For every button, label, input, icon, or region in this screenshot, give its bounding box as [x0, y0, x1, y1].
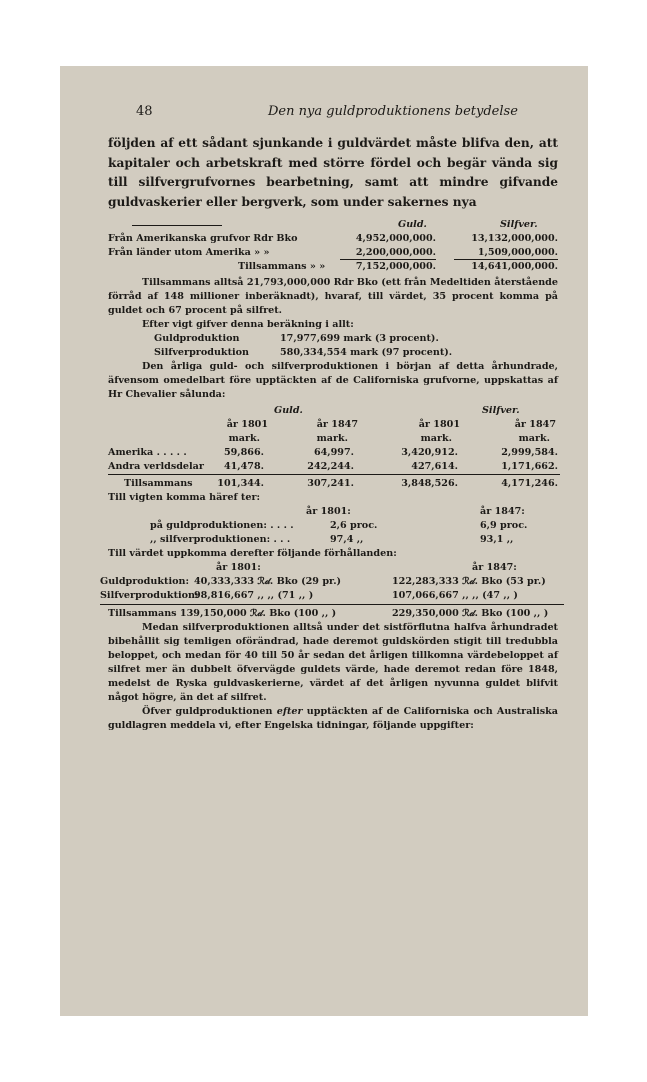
cell-a: 40,333,333 ℛ︎𝒹. Bko (29 pr.): [194, 576, 342, 588]
table-row: [108, 519, 558, 533]
value-share-year-row: [100, 561, 558, 575]
row-label: Guldproduktion:: [100, 576, 190, 588]
weight-label: Guldproduktion: [154, 333, 240, 345]
paragraph-comparison: Medan silfverproduktionen alltså under det sistförflutna halfva århundradet bibehållit sig temligen oförändrad, hade deremot guldskörden stigit till tredubbla beloppet, och medan för 40 till 50 år sedan det årligen tillkomna värdebeloppet af silfret mer än dubbelt öfvervägde guldets värde, hade deremot redan före 1848, medelst de Ryska guldvaskerierne, värdet af det årligen nyvunna guldet blifvit något högre, än det af silfret.: [108, 622, 558, 704]
table-row: [108, 232, 558, 246]
table2-unit-row: [108, 432, 558, 446]
weight-value: 580,334,554 mark (97 procent).: [280, 347, 453, 359]
weight-value: 17,977,699 mark (3 procent).: [280, 333, 439, 345]
body-text-block: [108, 276, 558, 402]
paragraph-chevalier: Den årliga guld- och silfverproduktionen i början af detta århundrade, äfvensom omedelbart före upptäckten af de Californiska grufvorne, uppskattas af Hr Chevalier sålunda:: [108, 361, 558, 401]
table-total-row: [100, 607, 558, 621]
cell-b: 107,066,667 ,, ,, (47 ,, ): [392, 590, 518, 602]
cell-silfver: 1,509,000,000.: [477, 247, 558, 259]
table-total-row: [108, 477, 558, 491]
weight-share-block: [108, 491, 558, 547]
cell-b: 6,9 proc.: [480, 520, 528, 532]
cell: 101,344.: [217, 478, 264, 490]
col-guld: Guld.: [398, 219, 427, 231]
cell: 2,999,584.: [501, 447, 558, 459]
table-row: [100, 575, 558, 589]
running-title: Den nya guldproduktionens betydelse: [268, 104, 518, 119]
cell: 59,866.: [223, 447, 264, 459]
year-b: år 1847:: [472, 562, 517, 574]
year-cell: år 1847: [316, 419, 358, 431]
group-silfver: Silfver.: [482, 405, 520, 417]
paragraph-total: Tillsammans alltså 21,793,000,000 Rdr Bko (ett från Medeltiden återstående förråd af 148 millioner inberäknadt), hvaraf, till värdet, 35 procent komma på guldet och 67 procent på silfret.: [108, 277, 558, 317]
cell-a: 2,6 proc.: [330, 520, 378, 532]
row-label: på guldproduktionen: . . . .: [150, 520, 294, 532]
table-total-row: [108, 260, 558, 274]
page-header: [108, 104, 558, 126]
table-production-totals: [108, 218, 558, 274]
sum-rule: [100, 604, 564, 605]
cell: 307,241.: [307, 478, 354, 490]
row-label: Tillsammans » »: [238, 261, 326, 273]
total-b: 229,350,000 ℛ︎𝒹. Bko (100 ,, ): [392, 608, 549, 620]
row-label: ,, silfverproduktionen: . . .: [150, 534, 291, 546]
unit-cell: mark.: [228, 433, 260, 445]
value-share-intro: Till värdet uppkomma derefter följande förhållanden:: [108, 548, 397, 560]
row-label: Andra verldsdelar: [108, 461, 204, 473]
cell: 3,848,526.: [401, 478, 458, 490]
total-a: Tillsammans 139,150,000 ℛ︎𝒹. Bko (100 ,, ): [108, 608, 337, 620]
para6-after: upptäckten af de Californiska och Australiska guldlagren meddela vi, efter Engelska tidningar, följande uppgifter:: [108, 706, 558, 732]
year-cell: år 1847: [514, 419, 556, 431]
cell: 64,997.: [313, 447, 354, 459]
para6-before: Öfver guldproduktionen: [142, 706, 277, 718]
cell: 41,478.: [223, 461, 264, 473]
row-label: Från länder utom Amerika » »: [108, 247, 270, 259]
para6-emphasis: efter: [276, 706, 303, 718]
table-row: [108, 460, 558, 474]
unit-cell: mark.: [420, 433, 452, 445]
row-label: Silfverproduktion:: [100, 590, 199, 602]
col-silfver: Silfver.: [500, 219, 538, 231]
cell-a: 97,4 ,,: [330, 534, 364, 546]
table-row: [108, 533, 558, 547]
year-cell: år 1801: [226, 419, 268, 431]
cell: 1,171,662.: [501, 461, 558, 473]
table2-year-row: [108, 418, 558, 432]
table2-group-header: [108, 404, 558, 418]
cell-guld: 7,152,000,000.: [355, 261, 436, 273]
book-page: [60, 66, 588, 1016]
cell-b: 122,283,333 ℛ︎𝒹. Bko (53 pr.): [392, 576, 546, 588]
weight-share-intro-row: [108, 491, 558, 505]
cell: 427,614.: [411, 461, 458, 473]
table-rule: [132, 225, 222, 226]
year-a: år 1801:: [216, 562, 261, 574]
cell-silfver: 14,641,000,000.: [471, 261, 558, 273]
weight-share-year-row: [108, 505, 558, 519]
table-row: [100, 589, 558, 603]
year-a: år 1801:: [306, 506, 351, 518]
sum-rule: [108, 474, 560, 475]
cell-a: 98,816,667 ,, ,, (71 ,, ): [194, 590, 314, 602]
table-header-row: [108, 218, 558, 232]
weight-line: [108, 332, 558, 346]
row-label: Tillsammans: [124, 478, 193, 490]
closing-text-block: [108, 621, 558, 733]
cell-guld: 4,952,000,000.: [355, 233, 436, 245]
weight-share-intro: Till vigten komma häref ter:: [108, 492, 261, 504]
row-label: Från Amerikanska grufvor Rdr Bko: [108, 233, 298, 245]
cell-b: 93,1 ,,: [480, 534, 514, 546]
value-share-block: [100, 547, 558, 621]
cell: 3,420,912.: [401, 447, 458, 459]
paragraph-after-discovery: [108, 705, 558, 733]
table-annual-production: [108, 404, 558, 491]
group-guld: Guld.: [274, 405, 303, 417]
table-row: [108, 446, 558, 460]
unit-cell: mark.: [518, 433, 550, 445]
cell: 4,171,246.: [501, 478, 558, 490]
intro-paragraph: följden af ett sådant sjunkande i guldvärdet måste blifva den, att kapitaler och arbetskraft med större fördel och begär vända sig till silfvergrufvornes bearbetning, samt att mindre gifvande guldvaskerier eller bergverk, som under sakernes nya: [108, 136, 558, 209]
year-cell: år 1801: [418, 419, 460, 431]
page-number: 48: [136, 104, 153, 119]
weight-line: [108, 346, 558, 360]
unit-cell: mark.: [316, 433, 348, 445]
table-row: [108, 246, 558, 260]
cell: 242,244.: [307, 461, 354, 473]
weight-label: Silfverproduktion: [154, 347, 250, 359]
paragraph-weight-intro: Efter vigt gifver denna beräkning i allt:: [142, 319, 354, 331]
row-label: Amerika . . . . .: [108, 447, 187, 459]
value-share-intro-row: [100, 547, 558, 561]
cell-silfver: 13,132,000,000.: [471, 233, 558, 245]
year-b: år 1847:: [480, 506, 525, 518]
cell-guld: 2,200,000,000.: [355, 247, 436, 259]
